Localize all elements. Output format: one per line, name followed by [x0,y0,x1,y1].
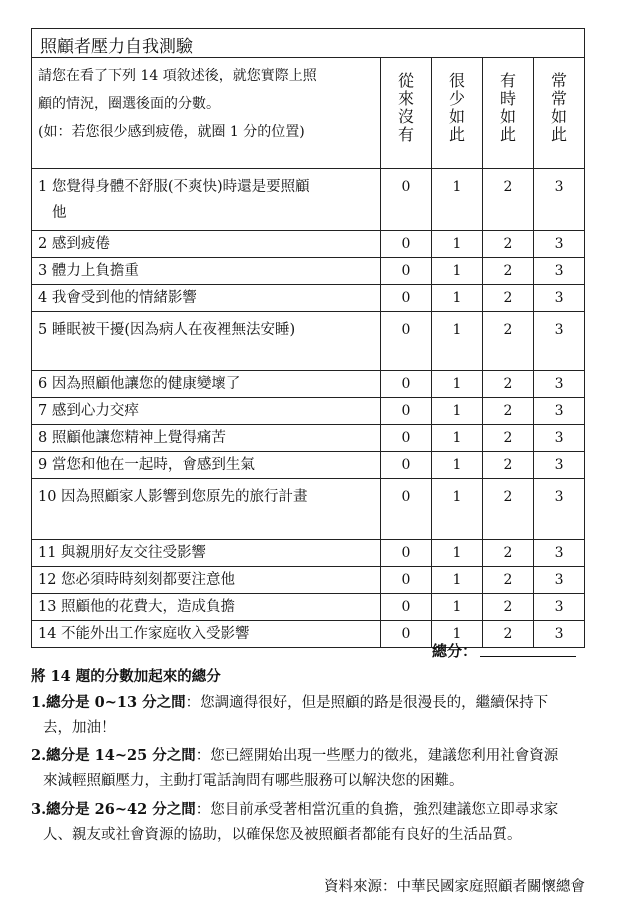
score-option[interactable]: 1 [432,285,483,312]
score-option[interactable]: 2 [483,285,534,312]
header-sometimes: 有 時 如 此 [483,58,534,169]
header-rarely: 很 少 如 此 [432,58,483,169]
score-option[interactable]: 1 [432,567,483,594]
score-option[interactable]: 3 [534,425,585,452]
score-option[interactable]: 0 [381,425,432,452]
score-option[interactable]: 1 [432,398,483,425]
table-row [32,285,585,312]
result-item: 1.總分是 0~13 分之間：您調適得很好，但是照顧的路是很漫長的，繼續保持下 去，加油！ [31,694,549,736]
instruction-line: (如：若您很少感到疲倦，就圈 1 分的位置) [38,124,305,140]
score-option[interactable]: 2 [483,258,534,285]
table-row [32,425,585,452]
score-option[interactable]: 2 [483,312,534,371]
score-option[interactable]: 1 [432,621,483,648]
instruction-line: 顧的情況，圈選後面的分數。 [38,96,220,112]
item-statement: 10 因為照顧家人影響到您原先的旅行計畫 [32,479,381,540]
total-score-label: 總分： [432,642,478,660]
score-option[interactable]: 1 [432,425,483,452]
score-option[interactable]: 3 [534,452,585,479]
score-option[interactable]: 0 [381,258,432,285]
caregiver-stress-table [31,28,585,648]
score-option[interactable]: 1 [432,479,483,540]
score-option[interactable]: 2 [483,425,534,452]
score-option[interactable]: 2 [483,540,534,567]
score-option[interactable]: 0 [381,231,432,258]
score-option[interactable]: 1 [432,371,483,398]
table-row [32,621,585,648]
score-option[interactable]: 0 [381,567,432,594]
item-statement: 3 體力上負擔重 [32,258,381,285]
item-statement: 11 與親朋好友交往受影響 [32,540,381,567]
header-often: 常 常 如 此 [534,58,585,169]
score-option[interactable]: 2 [483,452,534,479]
score-option[interactable]: 1 [432,452,483,479]
score-option[interactable]: 0 [381,285,432,312]
table-title: 照顧者壓力自我測驗 [32,29,585,58]
source-credit: 資料來源：中華民國家庭照顧者關懷總會 [324,879,585,895]
item-statement: 2 感到疲倦 [32,231,381,258]
table-row [32,258,585,285]
score-option[interactable]: 2 [483,169,534,231]
score-option[interactable]: 2 [483,371,534,398]
item-statement: 14 不能外出工作家庭收入受影響 [32,621,381,648]
score-option[interactable]: 3 [534,312,585,371]
score-option[interactable]: 1 [432,169,483,231]
score-option[interactable]: 3 [534,398,585,425]
item-statement: 12 您必須時時刻刻都要注意他 [32,567,381,594]
score-option[interactable]: 3 [534,479,585,540]
score-option[interactable]: 2 [483,621,534,648]
score-option[interactable]: 1 [432,312,483,371]
table-row [32,398,585,425]
score-option[interactable]: 1 [432,594,483,621]
instruction-line: 請您在看了下列 14 項敘述後，就您實際上照 [38,68,317,84]
score-option[interactable]: 3 [534,258,585,285]
summary-heading: 將 14 題的分數加起來的總分 [31,668,221,685]
table-row [32,567,585,594]
score-option[interactable]: 3 [534,540,585,567]
item-statement: 7 感到心力交瘁 [32,398,381,425]
result-item: 2.總分是 14~25 分之間：您已經開始出現一些壓力的徵兆，建議您利用社會資源 來減輕照顧壓力，主動打電話詢問有哪些服務可以解決您的困難。 [31,747,559,789]
score-option[interactable]: 0 [381,621,432,648]
instructions [32,58,381,169]
item-statement: 9 當您和他在一起時，會感到生氣 [32,452,381,479]
score-option[interactable]: 0 [381,398,432,425]
table-row [32,479,585,540]
score-option[interactable]: 3 [534,169,585,231]
score-option[interactable]: 2 [483,231,534,258]
header-never: 從 來 沒 有 [381,58,432,169]
table-row [32,452,585,479]
score-option[interactable]: 1 [432,231,483,258]
score-option[interactable]: 0 [381,452,432,479]
score-option[interactable]: 2 [483,594,534,621]
score-option[interactable]: 3 [534,231,585,258]
item-statement: 1 您覺得身體不舒服(不爽快)時還是要照顧 他 [32,169,381,231]
item-statement: 4 我會受到他的情緒影響 [32,285,381,312]
score-option[interactable]: 2 [483,398,534,425]
score-option[interactable]: 3 [534,621,585,648]
item-statement: 13 照顧他的花費大，造成負擔 [32,594,381,621]
table-row [32,169,585,231]
score-option[interactable]: 3 [534,285,585,312]
score-option[interactable]: 0 [381,479,432,540]
score-option[interactable]: 1 [432,258,483,285]
score-option[interactable]: 0 [381,169,432,231]
item-statement: 5 睡眠被干擾(因為病人在夜裡無法安睡) [32,312,381,371]
item-statement: 8 照顧他讓您精神上覺得痛苦 [32,425,381,452]
score-option[interactable]: 2 [483,479,534,540]
score-option[interactable]: 0 [381,312,432,371]
score-option[interactable]: 3 [534,567,585,594]
table-row [32,231,585,258]
score-option[interactable]: 2 [483,567,534,594]
table-row [32,371,585,398]
score-option[interactable]: 0 [381,594,432,621]
result-item: 3.總分是 26~42 分之間：您目前承受著相當沉重的負擔，強烈建議您立即尋求家 人、親友或社會資源的協助，以確保您及被照顧者都能有良好的生活品質。 [31,801,559,843]
total-score-blank[interactable] [480,656,576,657]
score-option[interactable]: 3 [534,594,585,621]
score-option[interactable]: 0 [381,371,432,398]
table-row [32,540,585,567]
score-option[interactable]: 3 [534,371,585,398]
table-row [32,312,585,371]
score-option[interactable]: 1 [432,540,483,567]
table-row [32,594,585,621]
score-option[interactable]: 0 [381,540,432,567]
item-statement: 6 因為照顧他讓您的健康變壞了 [32,371,381,398]
